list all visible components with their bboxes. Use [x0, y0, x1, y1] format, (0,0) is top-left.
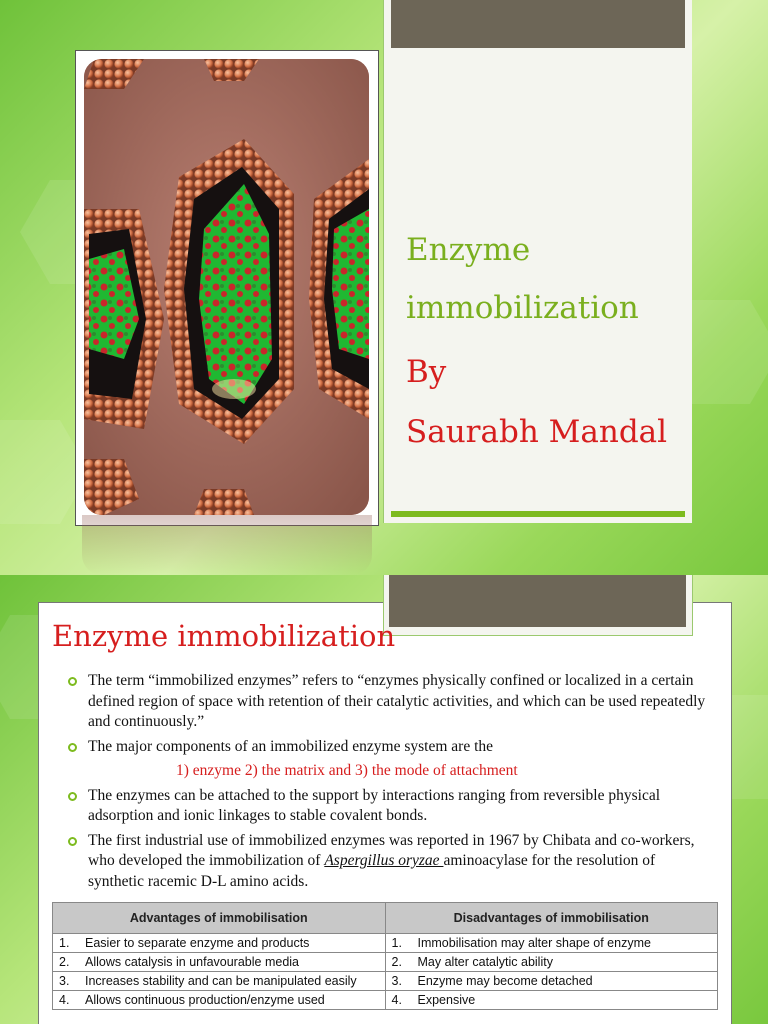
disadvantage-text: Expensive: [417, 993, 476, 1007]
advantage-text: Easier to separate enzyme and products: [85, 936, 310, 950]
advantage-cell: [53, 991, 386, 1010]
advantage-text: Allows catalysis in unfavourable media: [85, 955, 299, 969]
advantage-text: Allows continuous production/enzyme used: [85, 993, 325, 1007]
disadvantage-cell: [385, 953, 718, 972]
advantage-cell: [53, 953, 386, 972]
table-header-row: [53, 903, 718, 934]
row-number: 2.: [391, 955, 402, 969]
table-row: [53, 991, 718, 1010]
disadvantage-cell: [385, 972, 718, 991]
row-number: 4.: [391, 993, 402, 1007]
title-bar-accent: [391, 0, 685, 48]
bullet-item: [68, 671, 708, 733]
enzyme-illustration: [84, 59, 369, 515]
row-number: 4.: [59, 993, 70, 1007]
enzyme-illustration-frame: [75, 50, 379, 526]
advantage-cell: [53, 972, 386, 991]
bullet-text: The major components of an immobilized enzyme system are the: [88, 737, 494, 755]
disadvantage-text: Immobilisation may alter shape of enzyme: [417, 936, 651, 950]
bullet-item: [68, 831, 708, 893]
disadvantage-cell: [385, 991, 718, 1010]
bullet-text: The enzymes can be attached to the support by interactions ranging from reversible physical adsorption and ionic linkages to stable covalent bonds.: [88, 786, 661, 824]
row-number: 3.: [59, 974, 70, 988]
row-number: 3.: [391, 974, 402, 988]
advantage-cell: [53, 934, 386, 953]
table-row: [53, 953, 718, 972]
table-row: [53, 972, 718, 991]
image-reflection: [82, 515, 372, 575]
row-number: 1.: [59, 936, 70, 950]
disadvantages-header: Disadvantages of immobilisation: [385, 903, 718, 934]
disadvantage-text: May alter catalytic ability: [417, 955, 553, 969]
disadvantage-cell: [385, 934, 718, 953]
bullet-icon: [68, 792, 77, 801]
advantages-table: [52, 902, 718, 1010]
bullet-text-part: aminoacylase for the resolution of synthetic racemic D-L amino acids.: [88, 852, 656, 890]
title-line-1: Enzyme: [406, 232, 531, 268]
row-number: 2.: [59, 955, 70, 969]
title-underline: [391, 511, 685, 517]
slide-title: Enzyme immobilization: [52, 619, 396, 653]
author-name: Saurabh Mandal: [406, 414, 668, 450]
by-label: By: [406, 354, 447, 390]
row-number: 1.: [391, 936, 402, 950]
title-line-2: immobilization: [406, 290, 639, 326]
bullet-list: [68, 671, 708, 896]
disadvantage-text: Enzyme may become detached: [417, 974, 593, 988]
top-bar-accent: [389, 575, 686, 627]
bullet-icon: [68, 743, 77, 752]
advantages-header: Advantages of immobilisation: [53, 903, 386, 934]
content-slide: [0, 575, 768, 1024]
advantage-text: Increases stability and can be manipulated easily: [85, 974, 357, 988]
species-name: Aspergillus oryzae: [324, 852, 444, 869]
bullet-text: The term “immobilized enzymes” refers to “enzymes physically confined or localized in a certain defined region of space with retention of their catalytic activities, and which can be used repeatedly and continuously.”: [88, 672, 706, 730]
components-list: 1) enzyme 2) the matrix and 3) the mode of attachment: [176, 762, 518, 779]
bullet-item: [68, 737, 708, 782]
title-panel: [383, 0, 692, 523]
bullet-text-part: The first industrial use of immobilized enzymes was reported in 1967 by Chibata and co-workers, who developed the immobilization of: [88, 831, 695, 869]
bullet-icon: [68, 837, 77, 846]
bullet-icon: [68, 677, 77, 686]
bullet-item: [68, 786, 708, 827]
immobilized-enzyme-image: [84, 59, 369, 515]
table-row: [53, 934, 718, 953]
